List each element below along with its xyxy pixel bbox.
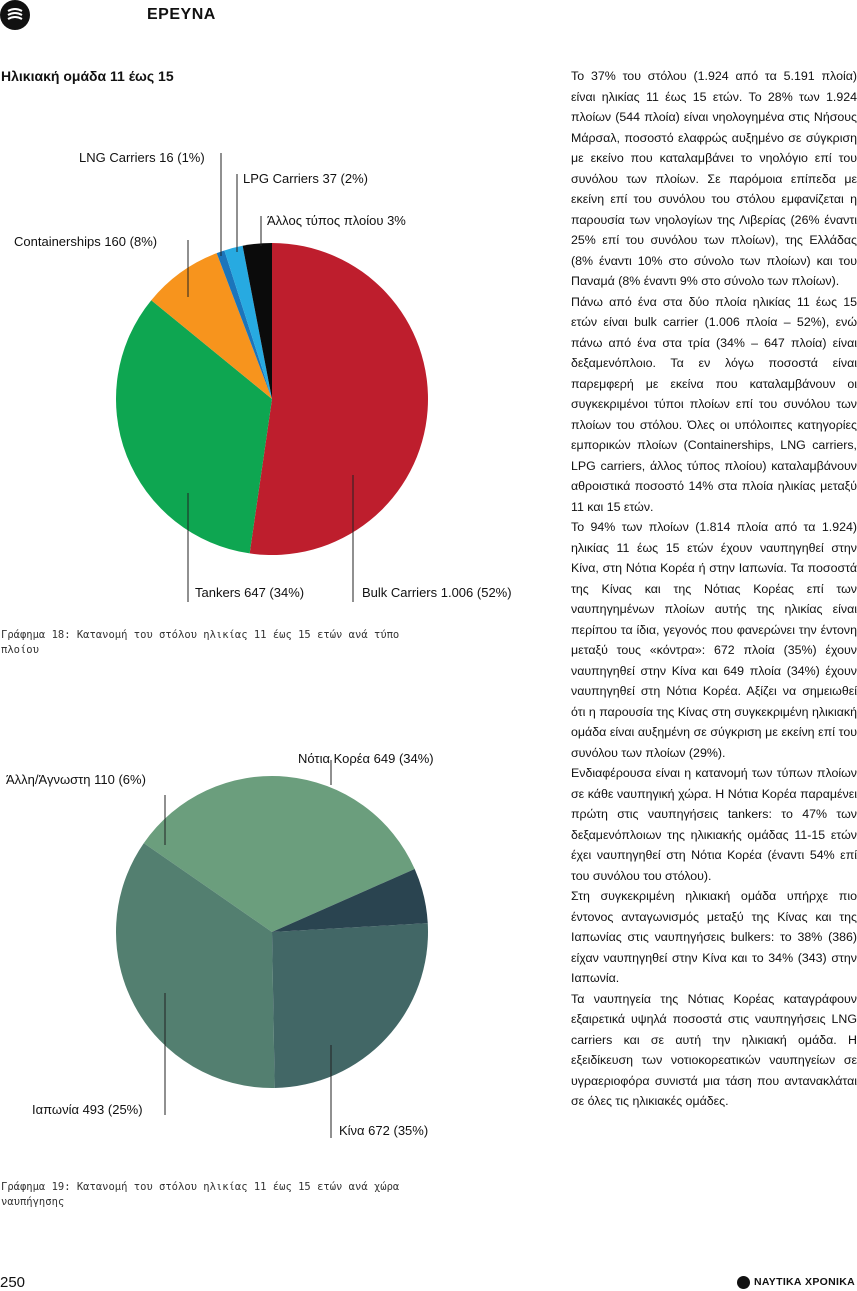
paragraph: Πάνω από ένα στα δύο πλοία ηλικίας 11 έως 15 ετών είναι bulk carrier (1.006 πλοία – 52%), ενώ πάνω από ένα στα τρία (34% – 647 πλοία) είναι δεξαμενόπλοιο. Τα εν λόγω ποσοστά είναι παρεμφερή με εκείνα που καταλαμβάνουν οι συγκεκριμένοι τύποι πλοίων επί του συνόλου των πλοίων του στόλου. Όλες οι υπόλοιπες κατηγορίες εμπορικών πλοίων (Containerships, LNG carriers, LPG carriers, άλλος τύπος πλοίου) καταλαμβάνουν αθροιστικά ποσοστό 14% στα πλοία ηλικίας μεταξύ 11 και 15 ετών. bbox=[571, 294, 857, 514]
pie-label-lng: LNG Carriers 16 (1%) bbox=[79, 150, 205, 165]
pie-label-lpg: LPG Carriers 37 (2%) bbox=[243, 171, 368, 186]
pie-chart-ship-type bbox=[116, 243, 428, 555]
brand-name: ΝΑΥΤΙΚΑ ΧΡΟΝΙΚΑ bbox=[754, 1276, 855, 1288]
article-body bbox=[571, 66, 857, 1112]
pie-chart-build-country bbox=[116, 776, 428, 1088]
pie-label-tankers: Tankers 647 (34%) bbox=[195, 585, 305, 600]
pie-slice-bulk-carriers bbox=[250, 243, 428, 555]
pie-label-bulk-carriers: Bulk Carriers 1.006 (52%) bbox=[362, 585, 512, 600]
paragraph: Τα ναυπηγεία της Νότιας Κορέας καταγράφουν εξαιρετικά υψηλά ποσοστά στις ναυπηγήσεις LNG carriers και σε αυτή την ηλικιακή ομάδα. Η εξειδίκευση των νοτιοκορεατικών ναυπηγείων σε υγραεριοφόρα συνιστά μια τάση που αντανακλάται σε όλες τις ηλικιακές ομάδες. bbox=[571, 991, 857, 1108]
page-number: 250 bbox=[0, 1274, 26, 1291]
pie-label-other-country: Άλλη/Άγνωστη 110 (6%) bbox=[6, 772, 146, 787]
subsection-heading: Ηλικιακή ομάδα 11 έως 15 bbox=[1, 68, 174, 84]
pie-label-other-type: Άλλος τύπος πλοίου 3% bbox=[267, 213, 406, 228]
pie-label-containerships: Containerships 160 (8%) bbox=[14, 234, 158, 249]
paragraph: Το 37% του στόλου (1.924 από τα 5.191 πλοία) είναι ηλικίας 11 έως 15 ετών. Το 28% των 1.924 πλοίων (544 πλοία) είναι νηολογημένα στις Νήσους Μάρσαλ, ποσοστό ελαφρώς αυξημένο σε σύγκριση με εκείνο που καταλαμβάνει το νηολόγιο επί του συνόλου των πλοίων. Σε παρόμοια επίπεδα με εκείνη επί του συνόλου του στόλου εμφανίζεται η παρουσία των νηολογίων της Λιβερίας (26% έναντι 25% επί του συνόλου των πλοίων), της Ελλάδας (8% έναντι 10% στο σύνολο των πλοίων) και του Παναμά (8% έναντι 9% στο σύνολο των πλοίων). bbox=[571, 69, 857, 288]
paragraph: Στη συγκεκριμένη ηλικιακή ομάδα υπήρχε πιο έντονος ανταγωνισμός μεταξύ της Κίνας και της Ιαπωνίας στις ναυπηγήσεις bulkers: το 38% (386) είχαν ναυπηγηθεί στην Κίνα και το 34% (343) στην Ιαπωνία. bbox=[571, 889, 857, 985]
chart-caption-19: Γράφημα 19: Κατανομή του στόλου ηλικίας 11 έως 15 ετών ανά χώρα ναυπήγησης bbox=[1, 1181, 400, 1208]
section-title: ΕΡΕΥΝΑ bbox=[147, 6, 216, 23]
pie-label-china: Κίνα 672 (35%) bbox=[339, 1123, 429, 1138]
pie-label-south-korea: Νότια Κορέα 649 (34%) bbox=[298, 751, 434, 766]
pie-label-japan: Ιαπωνία 493 (25%) bbox=[32, 1102, 143, 1117]
pie-slice-ιαπωνία bbox=[272, 923, 428, 1088]
paragraph: Το 94% των πλοίων (1.814 πλοία από τα 1.924) ηλικίας 11 έως 15 ετών έχουν ναυπηγηθεί στην Κίνα, στη Νότια Κορέα ή στην Ιαπωνία. Τα ποσοστά της Κίνας και της Νότιας Κορέας επί των ναυπηγημένων πλοίων αυτής της ηλικίας είναι περίπου τα ίδια, γεγονός που φανερώνει την έντονη μεταξύ τους «κόντρα»: 672 πλοία (35%) έχουν ναυπηγηθεί στην Κίνα και 649 πλοία (34%) έχουν ναυπηγηθεί στη Νότια Κορέα. Αξίζει να σημειωθεί ότι η παρουσία της Κίνας στη συγκεκριμένη ηλικιακή ομάδα είναι αυξημένη σε σύγκριση με εκείνη επί του συνόλου των πλοίων (29%). bbox=[571, 520, 857, 760]
wave-logo-icon bbox=[737, 1276, 750, 1289]
paragraph: Ενδιαφέρουσα είναι η κατανομή των τύπων πλοίων σε κάθε ναυπηγική χώρα. Η Νότια Κορέα παραμένει πρώτη στις ναυπηγήσεις tankers: το 47% των δεξαμενόπλοιων της ηλικιακής ομάδας 11-15 ετών έχει ναυπηγηθεί στη Νότια Κορέα (έναντι 54% επί του συνόλου του στόλου). bbox=[571, 766, 857, 883]
chart-caption-18: Γράφημα 18: Κατανομή του στόλου ηλικίας 11 έως 15 ετών ανά τύπο πλοίου bbox=[1, 629, 400, 656]
